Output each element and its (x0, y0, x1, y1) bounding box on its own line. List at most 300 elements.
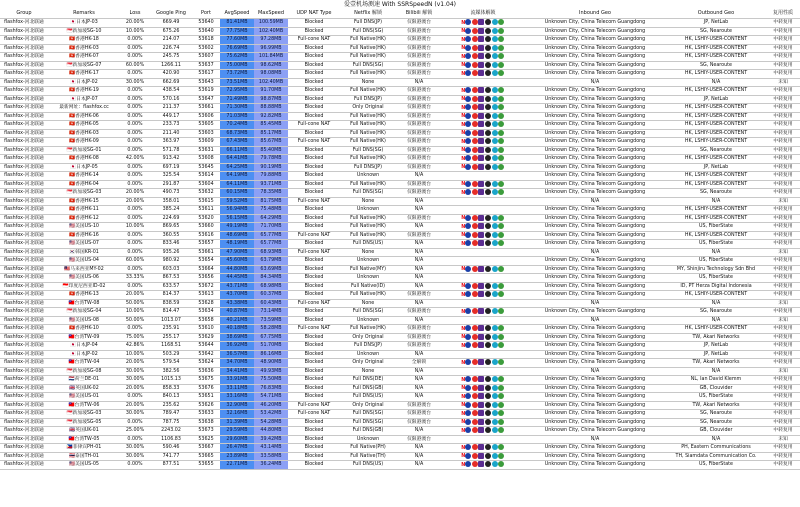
loss-cell: 0.00% (120, 44, 150, 53)
netflix-cell: Full DNS(JP) (340, 19, 396, 28)
inbound-geo-cell: N/A (524, 78, 666, 87)
table-row (0, 87, 800, 96)
remarks-cell: 🇸🇬新加坡SG-04 (48, 308, 120, 317)
port-cell: 53651 (192, 393, 220, 402)
netflix-cell: Full DNS(SG) (340, 146, 396, 155)
loss-cell: 50.00% (120, 299, 150, 308)
netflix-icon: N (461, 462, 466, 468)
netflix-icon: N (461, 63, 466, 68)
disney-icon (465, 223, 471, 229)
nat-type-cell: Blocked (288, 214, 340, 223)
ping-cell: 214.07 (150, 36, 192, 45)
group-cell: flashfox-河北联通 (0, 291, 48, 300)
netflix-cell: None (340, 367, 396, 376)
reuse-cell: 中转复用 (766, 265, 800, 274)
group-cell: flashfox-河北联通 (0, 197, 48, 206)
nat-type-cell: Blocked (288, 435, 340, 444)
port-cell: 53664 (192, 265, 220, 274)
group-cell: flashfox-河北联通 (0, 342, 48, 351)
table-row (0, 61, 800, 70)
table-row (0, 172, 800, 181)
media-cell (442, 257, 524, 266)
youtube-icon (472, 104, 478, 110)
reuse-cell: 中转复用 (766, 350, 800, 359)
group-cell: flashfox-河北联通 (0, 367, 48, 376)
port-cell: 53665 (192, 452, 220, 461)
netflix-cell: None (340, 78, 396, 87)
media-cell (442, 189, 524, 198)
media-cell (442, 44, 524, 53)
abema-icon (485, 283, 491, 289)
remarks-cell: 🇹🇼台湾TW-09 (48, 333, 120, 342)
nat-type-cell: Blocked (288, 44, 340, 53)
nat-type-cell: Blocked (288, 189, 340, 198)
netflix-cell: Only Original (340, 333, 396, 342)
avg-speed-cell: 64.25MB (220, 163, 254, 172)
avg-speed-cell: 43.38MB (220, 299, 254, 308)
outbound-geo-cell: HK, LSHIY-USER-CONTENT (666, 138, 766, 147)
port-cell: 53631 (192, 146, 220, 155)
max-speed-cell: 85.45MB (254, 121, 288, 130)
hbo-icon (478, 427, 484, 433)
media-cell (442, 316, 524, 325)
abema-icon (485, 96, 491, 102)
media-cell (442, 95, 524, 104)
netflix-cell: Full Native(HK) (340, 223, 396, 232)
loss-cell: 60.00% (120, 257, 150, 266)
max-speed-cell: 60.37MB (254, 291, 288, 300)
media-cell (442, 172, 524, 181)
tvb-icon (498, 28, 504, 34)
bilibili-cell: N/A (396, 393, 442, 402)
table-row (0, 350, 800, 359)
bahamut-icon (492, 164, 498, 170)
tvb-icon (498, 96, 504, 102)
youtube-icon (472, 334, 478, 340)
bilibili-cell: 仅限港澳台 (396, 121, 442, 130)
bilibili-cell: 仅限港澳台 (396, 214, 442, 223)
avg-speed-cell: 36.57MB (220, 350, 254, 359)
bilibili-cell: N/A (396, 248, 442, 257)
port-cell: 53629 (192, 333, 220, 342)
loss-cell: 0.00% (120, 95, 150, 104)
netflix-icon: N (461, 105, 466, 111)
disney-icon (465, 45, 471, 51)
bahamut-icon (492, 113, 498, 119)
loss-cell: 0.00% (120, 172, 150, 181)
youtube-icon (472, 147, 478, 153)
ping-cell: 833.46 (150, 240, 192, 249)
hbo-icon (478, 232, 484, 238)
inbound-geo-cell: Unknown City, China Telecom Guangdong (524, 418, 666, 427)
hbo-icon (478, 113, 484, 119)
disney-icon (465, 453, 471, 459)
reuse-cell: 中转复用 (766, 146, 800, 155)
inbound-geo-cell: Unknown City, China Telecom Guangdong (524, 223, 666, 232)
tvb-icon (498, 45, 504, 51)
loss-cell: 0.00% (120, 248, 150, 257)
outbound-geo-cell: TW, Akari Networks (666, 359, 766, 368)
reuse-cell: 中转复用 (766, 19, 800, 28)
tvb-icon (498, 223, 504, 229)
bahamut-icon (492, 376, 498, 382)
group-cell: flashfox-河北联通 (0, 78, 48, 87)
abema-icon (485, 240, 491, 246)
loss-cell: 20.00% (120, 189, 150, 198)
inbound-geo-cell: Unknown City, China Telecom Guangdong (524, 172, 666, 181)
column-header: 流媒体解锁 (442, 9, 524, 19)
avg-speed-cell: 26.47MB (220, 444, 254, 453)
avg-speed-cell: 47.90MB (220, 248, 254, 257)
inbound-geo-cell: Unknown City, China Telecom Guangdong (524, 384, 666, 393)
reuse-cell: 中转复用 (766, 444, 800, 453)
reuse-cell: 中转复用 (766, 214, 800, 223)
disney-icon (465, 215, 471, 221)
group-cell: flashfox-河北联通 (0, 146, 48, 155)
remarks-cell: 🇭🇰香港HK-09 (48, 138, 120, 147)
ping-cell: 838.59 (150, 299, 192, 308)
disney-icon (465, 104, 471, 110)
hbo-icon (478, 121, 484, 127)
avg-speed-cell: 56.94MB (220, 206, 254, 215)
bilibili-cell: N/A (396, 240, 442, 249)
netflix-cell: Full Native(TH) (340, 452, 396, 461)
max-speed-cell: 71.70MB (254, 223, 288, 232)
remarks-cell: 🇭🇰香港HK-17 (48, 70, 120, 79)
loss-cell: 30.00% (120, 444, 150, 453)
max-speed-cell: 92.82MB (254, 112, 288, 121)
remarks-cell: 🇯🇵日本JP-04 (48, 342, 120, 351)
loss-cell: 0.00% (120, 435, 150, 444)
group-cell: flashfox-河北联通 (0, 36, 48, 45)
loss-cell: 30.00% (120, 410, 150, 419)
netflix-icon: N (461, 292, 466, 298)
nat-type-cell: Blocked (288, 444, 340, 453)
inbound-geo-cell: Unknown City, China Telecom Guangdong (524, 274, 666, 283)
tvb-icon (498, 444, 504, 450)
column-header: Remarks (48, 9, 120, 19)
netflix-cell: Full Native(HK) (340, 36, 396, 45)
youtube-icon (472, 53, 478, 59)
netflix-cell: Full Native(HK) (340, 325, 396, 334)
column-header: AvgSpeed (220, 9, 254, 19)
table-row (0, 444, 800, 453)
outbound-geo-cell: US, FiberState (666, 393, 766, 402)
netflix-cell: Full Native(HK) (340, 129, 396, 138)
max-speed-cell: 36.24MB (254, 461, 288, 470)
abema-icon (485, 87, 491, 93)
inbound-geo-cell: Unknown City, China Telecom Guangdong (524, 104, 666, 113)
ping-cell: 675.26 (150, 27, 192, 36)
table-row (0, 112, 800, 121)
table-row (0, 163, 800, 172)
loss-cell: 20.00% (120, 384, 150, 393)
youtube-icon (472, 70, 478, 76)
nat-type-cell: Blocked (288, 427, 340, 436)
port-cell: 53608 (192, 155, 220, 164)
avg-speed-cell: 34.41MB (220, 367, 254, 376)
outbound-geo-cell: SG, Nearoute (666, 308, 766, 317)
disney-icon (465, 427, 471, 433)
bilibili-cell: N/A (396, 265, 442, 274)
reuse-cell: 中转复用 (766, 129, 800, 138)
port-cell: 53637 (192, 61, 220, 70)
outbound-geo-cell: SG, Nearoute (666, 61, 766, 70)
reuse-cell: 中转复用 (766, 376, 800, 385)
avg-speed-cell: 45.60MB (220, 257, 254, 266)
netflix-icon: N (461, 20, 466, 26)
netflix-cell: Full Native(PH) (340, 444, 396, 453)
bahamut-icon (492, 223, 498, 229)
media-cell (442, 112, 524, 121)
remarks-cell: 🇳🇱荷兰DE-01 (48, 376, 120, 385)
loss-cell: 20.00% (120, 197, 150, 206)
remarks-cell: 🇯🇵日本JP-02 (48, 350, 120, 359)
netflix-icon: N (461, 377, 466, 383)
ping-cell: 1168.51 (150, 342, 192, 351)
nat-type-cell: Blocked (288, 359, 340, 368)
port-cell: 53616 (192, 231, 220, 240)
inbound-geo-cell: Unknown City, China Telecom Guangdong (524, 61, 666, 70)
hbo-icon (478, 342, 484, 348)
netflix-icon: N (461, 97, 466, 102)
inbound-geo-cell: Unknown City, China Telecom Guangdong (524, 206, 666, 215)
disney-icon (465, 130, 471, 136)
table-row (0, 155, 800, 164)
inbound-geo-cell: Unknown City, China Telecom Guangdong (524, 155, 666, 164)
abema-icon (485, 104, 491, 110)
table-header-row (0, 9, 800, 19)
table-row (0, 325, 800, 334)
netflix-cell: Full Native(HK) (340, 155, 396, 164)
remarks-cell: 🇭🇰香港HK-18 (48, 36, 120, 45)
bahamut-icon (492, 283, 498, 289)
hbo-icon (478, 385, 484, 391)
max-speed-cell: 88.88MB (254, 104, 288, 113)
bilibili-cell: 仅限港澳台 (396, 95, 442, 104)
youtube-icon (472, 461, 478, 467)
nat-type-cell: Blocked (288, 257, 340, 266)
group-cell: flashfox-河北联通 (0, 325, 48, 334)
youtube-icon (472, 215, 478, 221)
reuse-cell: 中转复用 (766, 163, 800, 172)
loss-cell: 0.00% (120, 53, 150, 62)
max-speed-cell: 84.34MB (254, 274, 288, 283)
loss-cell: 0.00% (120, 214, 150, 223)
bahamut-icon (492, 36, 498, 42)
ping-cell: 603.03 (150, 265, 192, 274)
netflix-cell: Full Native(HK) (340, 112, 396, 121)
reuse-cell: 中转复用 (766, 206, 800, 215)
bilibili-cell: N/A (396, 299, 442, 308)
netflix-cell: Unknown (340, 257, 396, 266)
port-cell: 53607 (192, 53, 220, 62)
netflix-cell: Full DNS(US) (340, 461, 396, 470)
table-row (0, 359, 800, 368)
remarks-cell: 🇭🇰香港HK-19 (48, 87, 120, 96)
max-speed-cell: 58.28MB (254, 325, 288, 334)
tvb-icon (498, 147, 504, 153)
tvb-icon (498, 87, 504, 93)
max-speed-cell: 90.19MB (254, 163, 288, 172)
avg-speed-cell: 33.11MB (220, 384, 254, 393)
outbound-geo-cell: HK, LSHIY-USER-CONTENT (666, 180, 766, 189)
ping-cell: 590.46 (150, 444, 192, 453)
loss-cell: 10.00% (120, 27, 150, 36)
nat-type-cell: Blocked (288, 418, 340, 427)
remarks-cell: 🇺🇸美国US-01 (48, 393, 120, 402)
remarks-cell: 🇹🇭泰国TH-01 (48, 452, 120, 461)
bilibili-cell: 仅限港澳台 (396, 138, 442, 147)
group-cell: flashfox-河北联通 (0, 299, 48, 308)
outbound-geo-cell: US, FiberState (666, 274, 766, 283)
media-cell (442, 223, 524, 232)
loss-cell: 33.33% (120, 274, 150, 283)
media-cell (442, 461, 524, 470)
hbo-icon (478, 96, 484, 102)
avg-speed-cell: 43.71MB (220, 282, 254, 291)
netflix-icon: N (461, 190, 466, 196)
media-cell (442, 78, 524, 87)
media-cell (442, 274, 524, 283)
bilibili-cell: 仅限港澳台 (396, 325, 442, 334)
netflix-icon: N (461, 326, 466, 332)
inbound-geo-cell: Unknown City, China Telecom Guangdong (524, 410, 666, 419)
port-cell: 53673 (192, 427, 220, 436)
outbound-geo-cell: PH, Eastern Communications (666, 444, 766, 453)
abema-icon (485, 113, 491, 119)
outbound-geo-cell: US, FiberState (666, 461, 766, 470)
remarks-cell: 🇸🇬新加坡SG-08 (48, 367, 120, 376)
reuse-cell: 中转复用 (766, 70, 800, 79)
inbound-geo-cell: Unknown City, China Telecom Guangdong (524, 359, 666, 368)
ping-cell: 789.47 (150, 410, 192, 419)
port-cell: 53624 (192, 359, 220, 368)
inbound-geo-cell: Unknown City, China Telecom Guangdong (524, 129, 666, 138)
netflix-cell: Full DNS(US) (340, 240, 396, 249)
tvb-icon (498, 266, 504, 272)
tvb-icon (498, 385, 504, 391)
port-cell: 53647 (192, 95, 220, 104)
outbound-geo-cell: SG, Nearoute (666, 189, 766, 198)
port-cell: 53610 (192, 325, 220, 334)
port-cell: 53632 (192, 189, 220, 198)
hbo-icon (478, 308, 484, 314)
ping-cell: 226.74 (150, 44, 192, 53)
remarks-cell: 🇭🇰香港HK-10 (48, 325, 120, 334)
netflix-cell: Full DNS(SG) (340, 308, 396, 317)
remarks-cell: 🇹🇼台湾TW-08 (48, 299, 120, 308)
inbound-geo-cell: Unknown City, China Telecom Guangdong (524, 350, 666, 359)
reuse-cell: 中转复用 (766, 172, 800, 181)
hbo-icon (478, 130, 484, 136)
bilibili-cell: 仅限港澳台 (396, 231, 442, 240)
remarks-cell: 🇮🇩印度尼西亚ID-02 (48, 282, 120, 291)
netflix-cell: Full Native(HK) (340, 138, 396, 147)
youtube-icon (472, 402, 478, 408)
media-cell (442, 240, 524, 249)
media-cell (442, 452, 524, 461)
netflix-icon: N (461, 309, 466, 315)
max-speed-cell: 53.42MB (254, 410, 288, 419)
table-row (0, 44, 800, 53)
netflix-icon: N (461, 139, 466, 145)
table-row (0, 53, 800, 62)
hbo-icon (478, 419, 484, 425)
youtube-icon (472, 266, 478, 272)
netflix-icon: N (461, 233, 466, 238)
remarks-cell: 🇭🇰香港HK-04 (48, 180, 120, 189)
remarks-cell: 🇭🇰香港HK-16 (48, 231, 120, 240)
nat-type-cell: Blocked (288, 350, 340, 359)
bilibili-cell: 仅限港澳台 (396, 342, 442, 351)
nat-type-cell: Full-cone NAT (288, 36, 340, 45)
netflix-icon: N (461, 403, 466, 408)
max-speed-cell: 76.83MB (254, 384, 288, 393)
max-speed-cell: 97.28MB (254, 36, 288, 45)
disney-icon (465, 461, 471, 467)
avg-speed-cell: 29.60MB (220, 435, 254, 444)
netflix-cell: Full Native(HK) (340, 70, 396, 79)
avg-speed-cell: 29.59MB (220, 427, 254, 436)
group-cell: flashfox-河北联通 (0, 95, 48, 104)
avg-speed-cell: 72.95MB (220, 87, 254, 96)
remarks-cell: 🇭🇰香港HK-03 (48, 44, 120, 53)
remarks-cell: 🇸🇬新加坡SG-03 (48, 410, 120, 419)
group-cell: flashfox-河北联通 (0, 138, 48, 147)
netflix-cell: None (340, 299, 396, 308)
nat-type-cell: Full-cone NAT (288, 121, 340, 130)
loss-cell: 0.00% (120, 393, 150, 402)
inbound-geo-cell: N/A (524, 316, 666, 325)
bilibili-cell: N/A (396, 172, 442, 181)
ping-cell: 385.24 (150, 206, 192, 215)
reuse-cell: 中转复用 (766, 342, 800, 351)
youtube-icon (472, 232, 478, 238)
media-cell (442, 325, 524, 334)
avg-speed-cell: 34.70MB (220, 359, 254, 368)
group-cell: flashfox-河北联通 (0, 189, 48, 198)
inbound-geo-cell: Unknown City, China Telecom Guangdong (524, 189, 666, 198)
group-cell: flashfox-河北联通 (0, 53, 48, 62)
ping-cell: 935.26 (150, 248, 192, 257)
port-cell: 53667 (192, 444, 220, 453)
reuse-cell: 未知 (766, 367, 800, 376)
column-header: Port (192, 9, 220, 19)
port-cell: 53613 (192, 291, 220, 300)
abema-icon (485, 359, 491, 365)
nat-type-cell: Blocked (288, 53, 340, 62)
group-cell: flashfox-河北联通 (0, 61, 48, 70)
inbound-geo-cell: N/A (524, 435, 666, 444)
ping-cell: 741.77 (150, 452, 192, 461)
reuse-cell: 中转复用 (766, 231, 800, 240)
remarks-cell: 🇺🇸美国US-04 (48, 257, 120, 266)
abema-icon (485, 342, 491, 348)
netflix-icon: N (461, 386, 466, 391)
ping-cell: 235.62 (150, 401, 192, 410)
media-cell (442, 19, 524, 28)
column-header: Google Ping (150, 9, 192, 19)
inbound-geo-cell: Unknown City, China Telecom Guangdong (524, 257, 666, 266)
outbound-geo-cell: HK, LSHIY-USER-CONTENT (666, 172, 766, 181)
outbound-geo-cell: US, FiberState (666, 257, 766, 266)
reuse-cell: 中转复用 (766, 53, 800, 62)
ping-cell: 571.78 (150, 146, 192, 155)
hbo-icon (478, 19, 484, 25)
netflix-cell: Unknown (340, 172, 396, 181)
port-cell: 53620 (192, 214, 220, 223)
